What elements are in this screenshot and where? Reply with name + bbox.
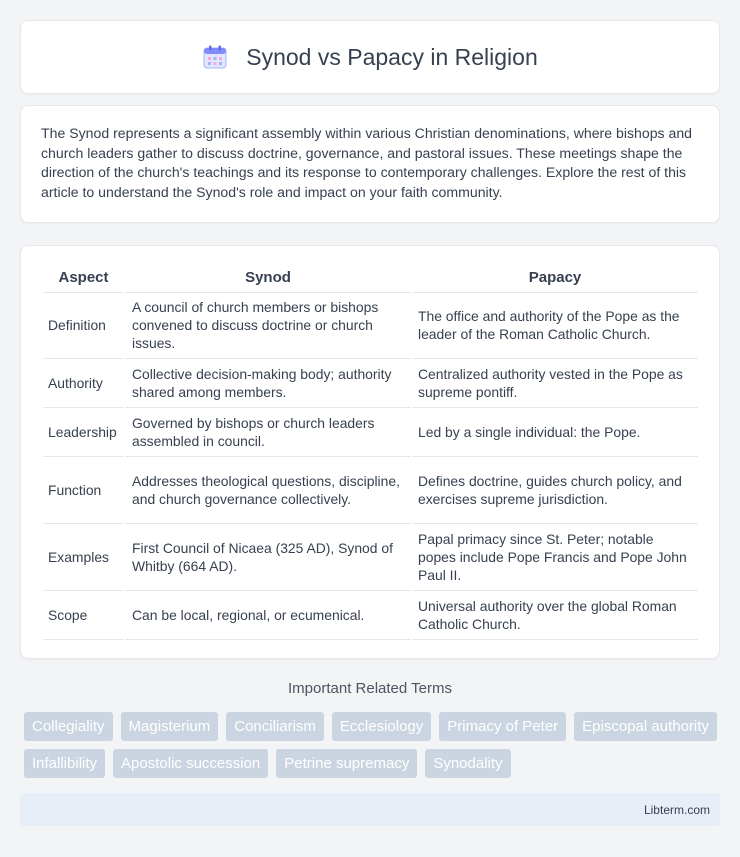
tag-conciliarism[interactable]: Conciliarism [226, 712, 324, 741]
row-papacy: Defines doctrine, guides church policy, and exercises supreme jurisdiction. [411, 456, 698, 523]
table-header-row [43, 264, 698, 292]
footer [20, 793, 720, 826]
calendar-icon [202, 44, 228, 70]
row-synod: First Council of Nicaea (325 AD), Synod of Whitby (664 AD). [125, 523, 411, 590]
tag-magisterium[interactable]: Magisterium [121, 712, 219, 741]
comparison-card [20, 245, 720, 659]
intro-text: The Synod represents a significant assembly within various Christian denominations, where bishops and church leaders gather to discuss doctrine, governance, and pastoral issues. These meetings shape the direction of the church's teachings and its response to contemporary challenges. Explore the rest of this article to understand the Synod's role and impact on your faith community. [41, 125, 693, 200]
page-title: Synod vs Papacy in Religion [246, 43, 538, 70]
header [202, 44, 538, 71]
tag-episcopal-authority[interactable]: Episcopal authority [574, 712, 717, 741]
row-synod: Governed by bishops or church leaders assembled in council. [125, 407, 411, 456]
footer-brand[interactable]: Libterm.com [643, 802, 710, 817]
row-papacy: Universal authority over the global Roman Catholic Church. [411, 590, 698, 639]
tag-infallibility[interactable]: Infallibility [24, 749, 105, 778]
table-row [43, 456, 698, 523]
tag-primacy-of-peter[interactable]: Primacy of Peter [439, 712, 566, 741]
tag-synodality[interactable]: Synodality [425, 749, 510, 778]
row-synod: Collective decision-making body; authority shared among members. [125, 358, 411, 407]
header-card [20, 20, 720, 94]
row-aspect: Leadership [43, 407, 125, 456]
related-terms-title: Important Related Terms [288, 680, 452, 697]
tag-apostolic-succession[interactable]: Apostolic succession [113, 749, 268, 778]
row-aspect: Definition [43, 292, 125, 358]
row-papacy: Centralized authority vested in the Pope as supreme pontiff. [411, 358, 698, 407]
row-aspect: Scope [43, 590, 125, 639]
row-papacy: The office and authority of the Pope as the leader of the Roman Catholic Church. [411, 292, 698, 358]
row-synod: Addresses theological questions, discipline, and church governance collectively. [125, 456, 411, 523]
tag-collegiality[interactable]: Collegiality [24, 712, 113, 741]
table-row [43, 523, 698, 590]
row-aspect: Examples [43, 523, 125, 590]
row-aspect: Function [43, 456, 125, 523]
tag-petrine-supremacy[interactable]: Petrine supremacy [276, 749, 417, 778]
table-row [43, 407, 698, 456]
header-synod: Synod [125, 264, 411, 292]
table-row [43, 590, 698, 639]
header-papacy: Papacy [411, 264, 698, 292]
related-terms-list [24, 712, 724, 778]
table-row [43, 292, 698, 358]
intro-card [20, 105, 720, 223]
row-papacy: Papal primacy since St. Peter; notable popes include Pope Francis and Pope John Paul II. [411, 523, 698, 590]
tag-ecclesiology[interactable]: Ecclesiology [332, 712, 431, 741]
comparison-table [43, 264, 698, 640]
row-papacy: Led by a single individual: the Pope. [411, 407, 698, 456]
row-synod: A council of church members or bishops convened to discuss doctrine or church issues. [125, 292, 411, 358]
table-row [43, 358, 698, 407]
header-aspect: Aspect [43, 264, 125, 292]
row-aspect: Authority [43, 358, 125, 407]
row-synod: Can be local, regional, or ecumenical. [125, 590, 411, 639]
